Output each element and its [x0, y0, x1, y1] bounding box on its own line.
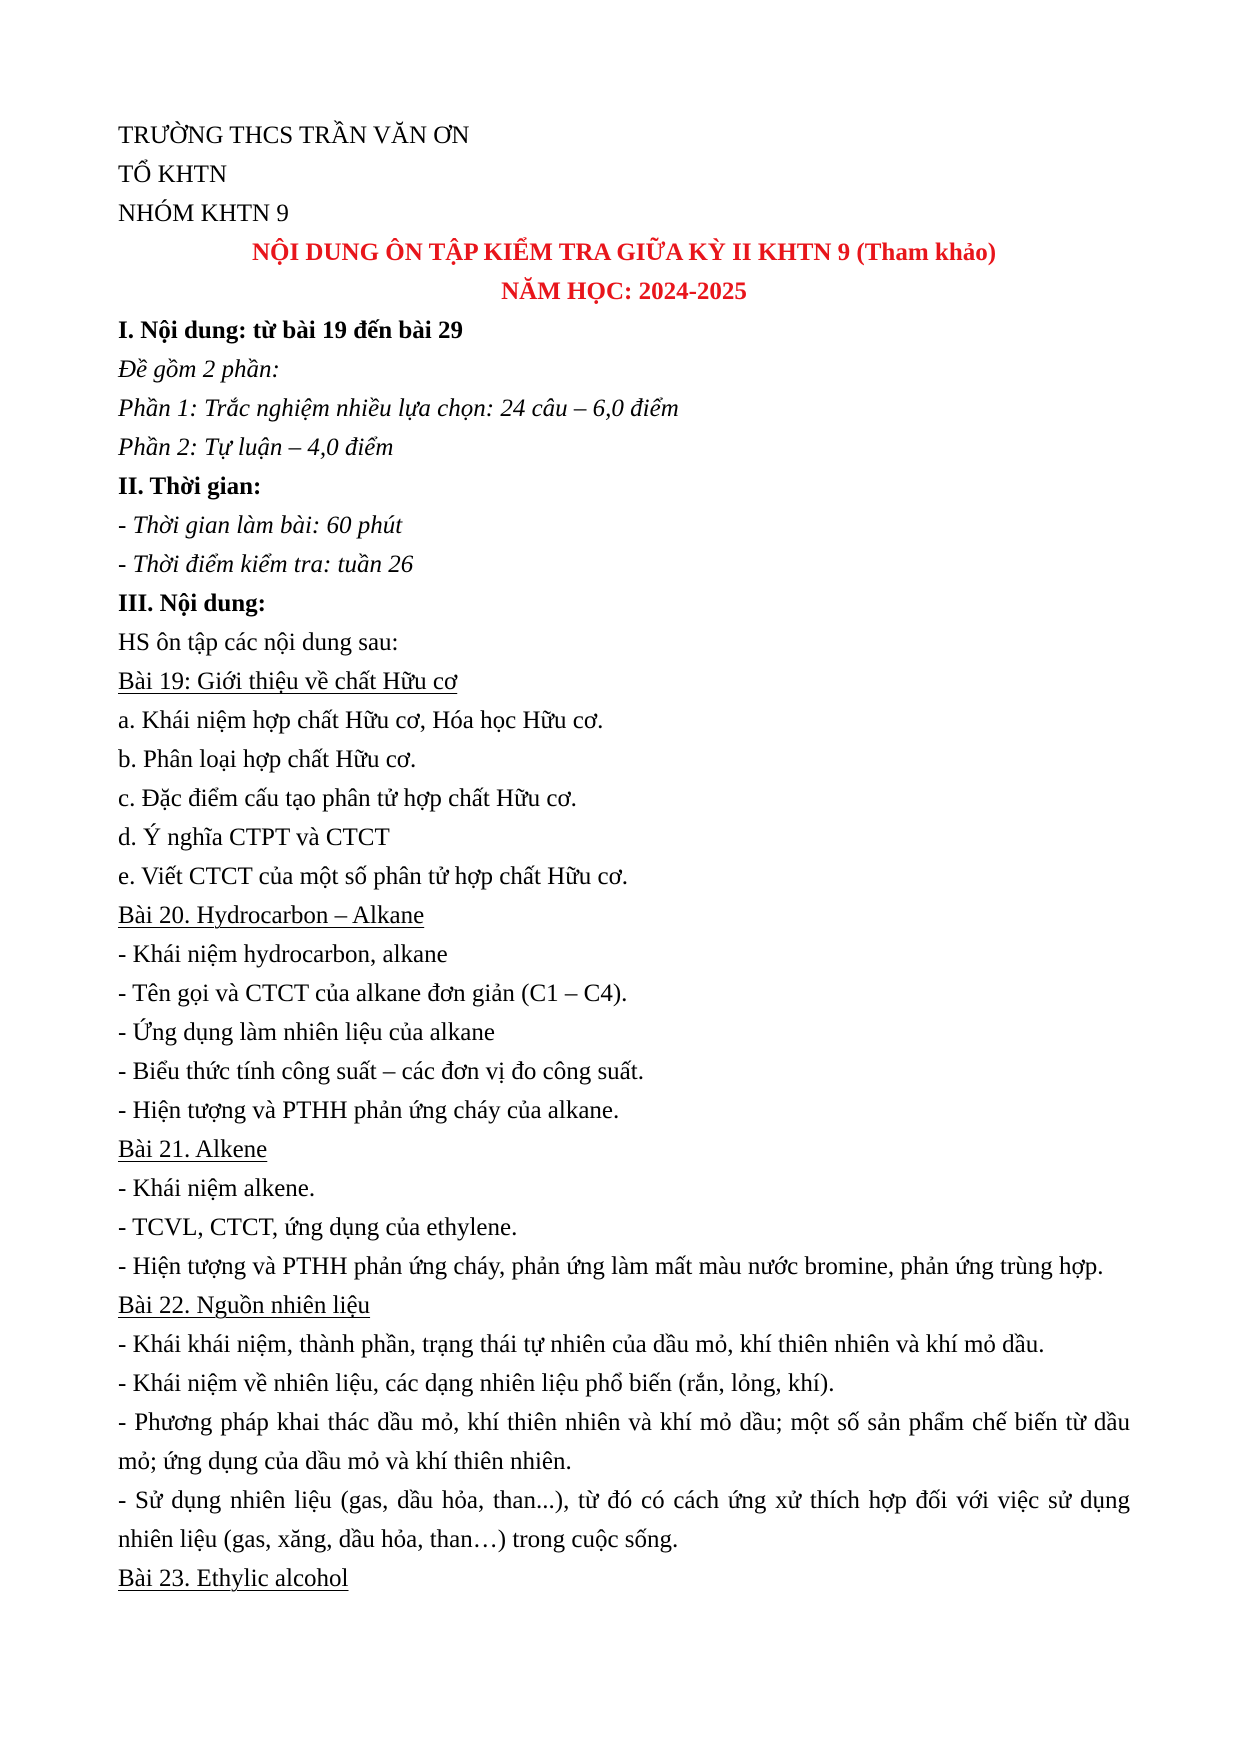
school-name: TRƯỜNG THCS TRẦN VĂN ƠN — [118, 122, 470, 149]
lesson-22-item: - Khái niệm về nhiên liệu, các dạng nhiên liệu phổ biến (rắn, lỏng, khí). — [118, 1370, 835, 1397]
exam-part-1-line: Phần 1: Trắc nghiệm nhiều lựa chọn: 24 câu – 6,0 điểm — [118, 395, 679, 422]
lesson-22-item: - Sử dụng nhiên liệu (gas, dầu hỏa, than...), từ đó có cách ứng xử thích hợp đối với việc sử dụng nhiên liệu (gas, xăng, dầu hỏa, than…) trong cuộc sống. — [118, 1487, 1130, 1553]
document-title: NỘI DUNG ÔN TẬP KIỂM TRA GIỮA KỲ II KHTN 9 (Tham khảo) — [251, 239, 997, 266]
lesson-20-title: Bài 20. Hydrocarbon – Alkane — [118, 902, 425, 929]
lesson-23-title: Bài 23. Ethylic alcohol — [118, 1565, 349, 1592]
lesson-19-item: c. Đặc điểm cấu tạo phân tử hợp chất Hữu cơ. — [118, 785, 577, 812]
lesson-21-item: - Khái niệm alkene. — [118, 1175, 316, 1202]
department-name: TỔ KHTN — [118, 161, 228, 188]
lesson-19-item: b. Phân loại hợp chất Hữu cơ. — [118, 746, 417, 773]
lesson-19-item: a. Khái niệm hợp chất Hữu cơ, Hóa học Hữu cơ. — [118, 707, 604, 734]
lesson-21-item: - Hiện tượng và PTHH phản ứng cháy, phản ứng làm mất màu nước bromine, phản ứng trùng hợp. — [118, 1253, 1104, 1280]
section-3-heading: III. Nội dung: — [118, 590, 266, 617]
lesson-22-item: - Phương pháp khai thác dầu mỏ, khí thiên nhiên và khí mỏ dầu; một số sản phẩm chế biến từ dầu mỏ; ứng dụng của dầu mỏ và khí thiên nhiên. — [118, 1409, 1130, 1475]
lesson-20-item: - Ứng dụng làm nhiên liệu của alkane — [118, 1019, 495, 1046]
lesson-19-title: Bài 19: Giới thiệu về chất Hữu cơ — [118, 668, 458, 695]
lesson-19-item: d. Ý nghĩa CTPT và CTCT — [118, 824, 390, 851]
exam-part-2-line: Phần 2: Tự luận – 4,0 điểm — [118, 434, 394, 461]
school-year: NĂM HỌC: 2024-2025 — [501, 278, 747, 305]
lesson-22-title: Bài 22. Nguồn nhiên liệu — [118, 1292, 371, 1319]
exam-week-line: - Thời điểm kiểm tra: tuần 26 — [118, 551, 414, 578]
lesson-20-item: - Hiện tượng và PTHH phản ứng cháy của alkane. — [118, 1097, 620, 1124]
lesson-19-item: e. Viết CTCT của một số phân tử hợp chất Hữu cơ. — [118, 863, 629, 890]
group-name: NHÓM KHTN 9 — [118, 200, 289, 227]
section-3-intro: HS ôn tập các nội dung sau: — [118, 629, 399, 656]
exam-duration-line: - Thời gian làm bài: 60 phút — [118, 512, 403, 539]
section-1-heading: I. Nội dung: từ bài 19 đến bài 29 — [118, 317, 463, 344]
document-page — [118, 116, 1130, 1598]
lesson-21-title: Bài 21. Alkene — [118, 1136, 268, 1163]
lesson-22-item: - Khái khái niệm, thành phần, trạng thái tự nhiên của dầu mỏ, khí thiên nhiên và khí mỏ dầu. — [118, 1331, 1045, 1358]
exam-structure-line: Đề gồm 2 phần: — [118, 356, 280, 383]
lesson-21-item: - TCVL, CTCT, ứng dụng của ethylene. — [118, 1214, 518, 1241]
lesson-20-item: - Tên gọi và CTCT của alkane đơn giản (C1 – C4). — [118, 980, 628, 1007]
lesson-20-item: - Biểu thức tính công suất – các đơn vị đo công suất. — [118, 1058, 644, 1085]
lesson-20-item: - Khái niệm hydrocarbon, alkane — [118, 941, 448, 968]
section-2-heading: II. Thời gian: — [118, 473, 262, 500]
